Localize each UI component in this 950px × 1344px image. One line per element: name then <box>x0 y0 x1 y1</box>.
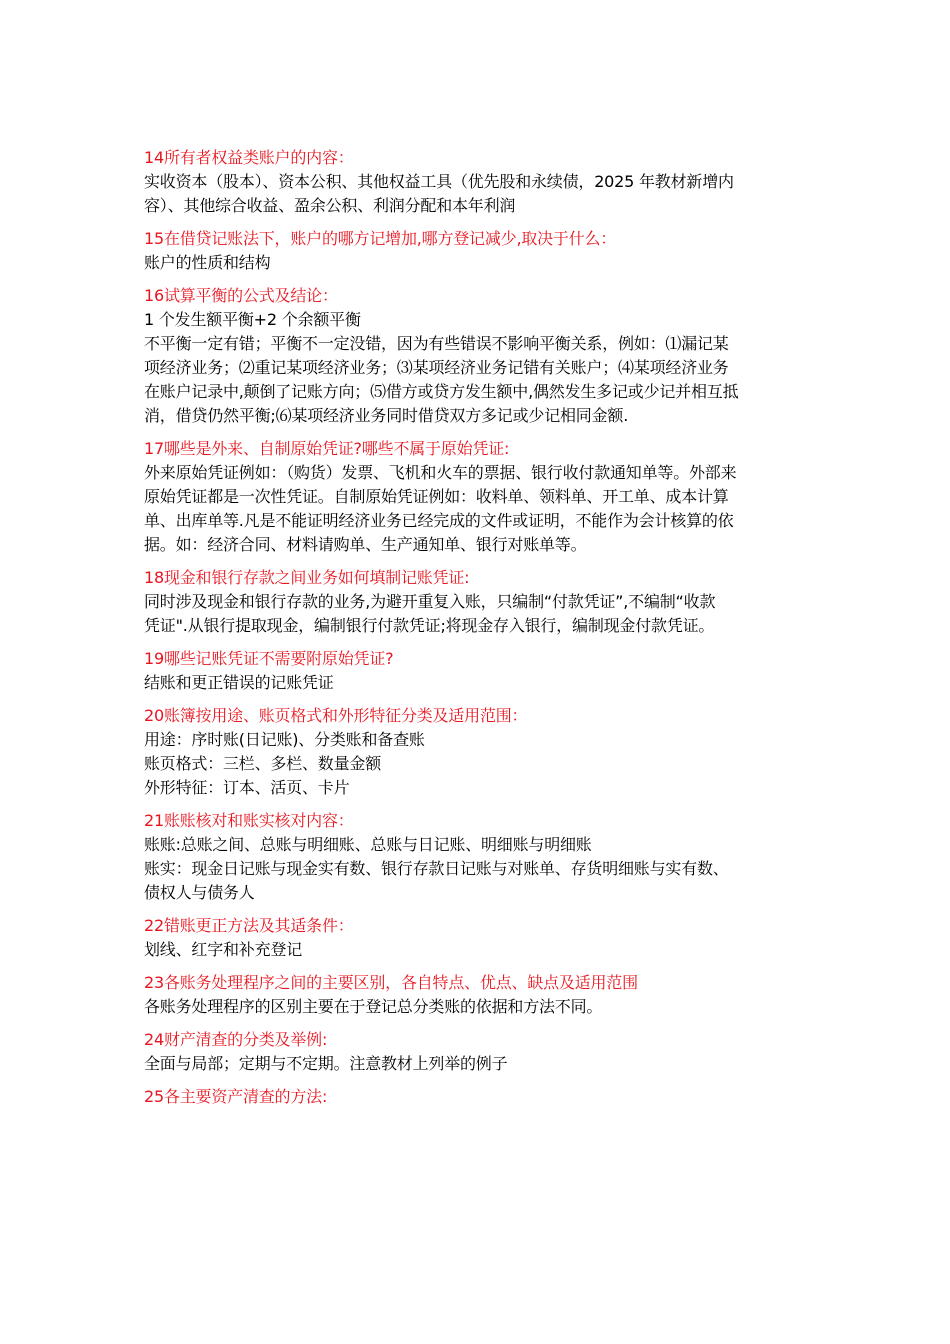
question-heading: 19哪些记账凭证不需要附原始凭证? <box>144 649 394 668</box>
answer-line: 各账务处理程序的区别主要在于登记总分类账的依据和方法不同。 <box>144 997 603 1016</box>
answer-text <box>144 1052 814 1076</box>
section-19 <box>144 647 814 695</box>
answer-line: 在账户记录中,颠倒了记账方向；⑸借方或贷方发生额中,偶然发生多记或少记并相互抵 <box>144 382 739 401</box>
question-heading: 17哪些是外来、自制原始凭证?哪些不属于原始凭证: <box>144 439 510 458</box>
section-24 <box>144 1028 814 1076</box>
question-heading: 22错账更正方法及其适条件： <box>144 916 354 935</box>
section-17 <box>144 437 814 557</box>
answer-line: 同时涉及现金和银行存款的业务,为避开重复入账，只编制“付款凭证”,不编制“收款 <box>144 592 716 611</box>
answer-line: 全面与局部；定期与不定期。注意教材上列举的例子 <box>144 1054 508 1073</box>
answer-line: 1 个发生额平衡+2 个余额平衡 <box>144 310 361 329</box>
answer-line: 用途：序时账(日记账)、分类账和备查账 <box>144 730 425 749</box>
section-21 <box>144 809 814 905</box>
answer-line: 不平衡一定有错；平衡不一定没错，因为有些错误不影响平衡关系，例如：⑴漏记某 <box>144 334 729 353</box>
question-heading: 15在借贷记账法下，账户的哪方记增加,哪方登记减少,取决于什么： <box>144 229 617 248</box>
answer-text <box>144 461 814 557</box>
answer-text <box>144 590 814 638</box>
answer-text <box>144 671 814 695</box>
question-heading: 24财产清查的分类及举例: <box>144 1030 328 1049</box>
answer-line: 结账和更正错误的记账凭证 <box>144 673 334 692</box>
answer-line: 据。如：经济合同、材料请购单、生产通知单、银行对账单等。 <box>144 535 587 554</box>
answer-line: 划线、红字和补充登记 <box>144 940 303 959</box>
answer-line: 容）、其他综合收益、盈余公积、利润分配和本年利润 <box>144 196 516 215</box>
answer-line: 账账:总账之间、总账与明细账、总账与日记账、明细账与明细账 <box>144 835 592 854</box>
answer-line: 原始凭证都是一次性凭证。自制原始凭证例如：收料单、领料单、开工单、成本计算 <box>144 487 729 506</box>
question-heading: 25各主要资产清查的方法: <box>144 1087 328 1106</box>
answer-text <box>144 308 814 428</box>
question-heading: 20账簿按用途、账页格式和外形特征分类及适用范围： <box>144 706 528 725</box>
answer-line: 凭证".从银行提取现金，编制银行付款凭证;将现金存入银行，编制现金付款凭证。 <box>144 616 715 635</box>
question-heading: 23各账务处理程序之间的主要区别，各自特点、优点、缺点及适用范围 <box>144 973 638 992</box>
answer-line: 账户的性质和结构 <box>144 253 271 272</box>
section-20 <box>144 704 814 800</box>
section-22 <box>144 914 814 962</box>
question-heading: 18现金和银行存款之间业务如何填制记账凭证: <box>144 568 470 587</box>
section-14 <box>144 146 814 218</box>
answer-line: 账页格式：三栏、多栏、数量金额 <box>144 754 382 773</box>
answer-line: 外来原始凭证例如：（购货）发票、飞机和火车的票据、银行收付款通知单等。外部来 <box>144 463 737 482</box>
section-15 <box>144 227 814 275</box>
answer-line: 外形特征：订本、活页、卡片 <box>144 778 350 797</box>
answer-text <box>144 728 814 800</box>
answer-line: 债权人与债务人 <box>144 883 255 902</box>
answer-line: 实收资本（股本）、资本公积、其他权益工具（优先股和永续债，2025 年教材新增内 <box>144 172 734 191</box>
answer-line: 单、出库单等.凡是不能证明经济业务已经完成的文件或证明，不能作为会计核算的依 <box>144 511 734 530</box>
section-16 <box>144 284 814 428</box>
question-heading: 21账账核对和账实核对内容： <box>144 811 354 830</box>
answer-line: 账实：现金日记账与现金实有数、银行存款日记账与对账单、存货明细账与实有数、 <box>144 859 729 878</box>
answer-text <box>144 995 814 1019</box>
answer-line: 消，借贷仍然平衡;⑹某项经济业务同时借贷双方多记或少记相同金额. <box>144 406 629 425</box>
answer-text <box>144 938 814 962</box>
answer-text <box>144 251 814 275</box>
answer-text <box>144 833 814 905</box>
answer-line: 项经济业务；⑵重记某项经济业务；⑶某项经济业务记错有关账户；⑷某项经济业务 <box>144 358 729 377</box>
section-18 <box>144 566 814 638</box>
document-page <box>144 146 814 1118</box>
section-23 <box>144 971 814 1019</box>
question-heading: 16试算平衡的公式及结论： <box>144 286 338 305</box>
answer-text <box>144 170 814 218</box>
section-25 <box>144 1085 814 1109</box>
question-heading: 14所有者权益类账户的内容： <box>144 148 354 167</box>
